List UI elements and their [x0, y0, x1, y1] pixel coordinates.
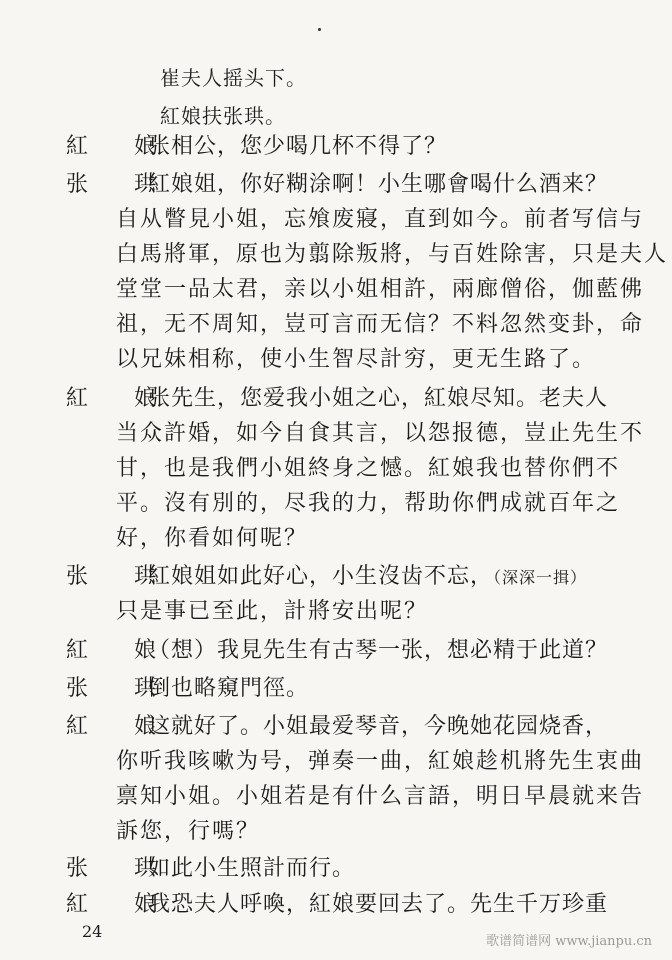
dialogue-line — [0, 634, 672, 668]
speech-continuation: 以兄妹相称，使小生智尽計穷，更无生路了。 — [116, 347, 597, 372]
dialogue-line — [0, 382, 672, 416]
speaker-name: 张 珙 — [66, 676, 169, 701]
speech-text: 如此小生照計而行。 — [148, 856, 356, 881]
speech-continuation: 当众許婚，如今自食其言，以怨报德，豈止先生不 — [116, 421, 645, 446]
stage-note: （深深一揖） — [493, 568, 588, 587]
speaker-name: 张 珙 — [66, 856, 169, 881]
page-number: 24 — [82, 922, 103, 941]
speech-text: 张相公，您少喝几杯不得了？ — [148, 134, 448, 159]
speech-continuation: 甘，也是我們小姐終身之憾。紅娘我也替你們不 — [116, 456, 621, 481]
speaker-name: 张 珙 — [66, 564, 169, 589]
speech-continuation: 好，你看如何呢？ — [116, 526, 309, 551]
speech-continuation: 白馬將軍，原也为翦除叛將，与百姓除害，只是夫人 — [116, 242, 669, 267]
dialogue-line — [0, 888, 672, 922]
speaker-name: 张 珙 — [66, 172, 169, 197]
dialogue-line — [0, 710, 672, 744]
speech-text: 倒也略窺門徑。 — [148, 676, 310, 701]
speaker-name: 紅 娘 — [66, 134, 169, 159]
speaker-name: 紅 娘 — [66, 386, 169, 411]
dialogue-line — [0, 852, 672, 886]
site-watermark: 歌谱简谱网 www.jianpu.cn — [486, 934, 652, 949]
speech-continuation: 堂堂一品太君，亲以小姐相許，兩廊僧俗，伽藍佛 — [116, 277, 645, 302]
speaker-name: 紅 娘 — [66, 714, 169, 739]
dialogue-line — [0, 168, 672, 202]
speech-text: 我恐夫人呼喚，紅娘要回去了。先生千万珍重 — [148, 892, 609, 917]
speech-continuation: 平。沒有別的，尽我的力，帮助你們成就百年之 — [116, 491, 621, 516]
dialogue-line — [0, 672, 672, 706]
speech-text: 紅娘姐，你好糊涂啊！小生哪會喝什么酒来？ — [148, 172, 609, 197]
stage-direction: 紅娘扶张珙。 — [160, 104, 286, 128]
speech-text: 这就好了。小姐最爱琴音，今晚她花园烧香， — [148, 714, 609, 739]
speech-continuation: 自从瞥見小姐，忘飧废寢，直到如今。前者写信与 — [116, 207, 645, 232]
speaker-name: 紅 娘 — [66, 892, 169, 917]
speaker-name: 紅 娘 — [66, 638, 169, 663]
speech-text: 张先生，您爱我小姐之心，紅娘尽知。老夫人 — [148, 386, 609, 411]
speech-continuation: 訴您，行嗎？ — [116, 819, 261, 844]
speech-continuation: 只是事已至此，計將安出呢？ — [116, 599, 429, 624]
speech-continuation: 禀知小姐。小姐若是有什么言語，明日早晨就来告 — [116, 784, 645, 809]
speech-text: （想）我見先生有古琴一张，想必精于此道？ — [148, 638, 609, 663]
dialogue-line — [0, 560, 672, 594]
speech-continuation: 祖，无不周知，豈可言而无信？不料忽然变卦，命 — [116, 312, 645, 337]
page-mark — [318, 28, 321, 31]
speech-continuation: 你听我咳嗽为号，弹奏一曲，紅娘趁机將先生衷曲 — [116, 749, 645, 774]
dialogue-line — [0, 130, 672, 164]
speech-text-main: 紅娘姐如此好心，小生沒齿不忘， — [148, 564, 494, 589]
stage-direction: 崔夫人摇头下。 — [160, 66, 307, 90]
speech-text — [148, 560, 587, 595]
